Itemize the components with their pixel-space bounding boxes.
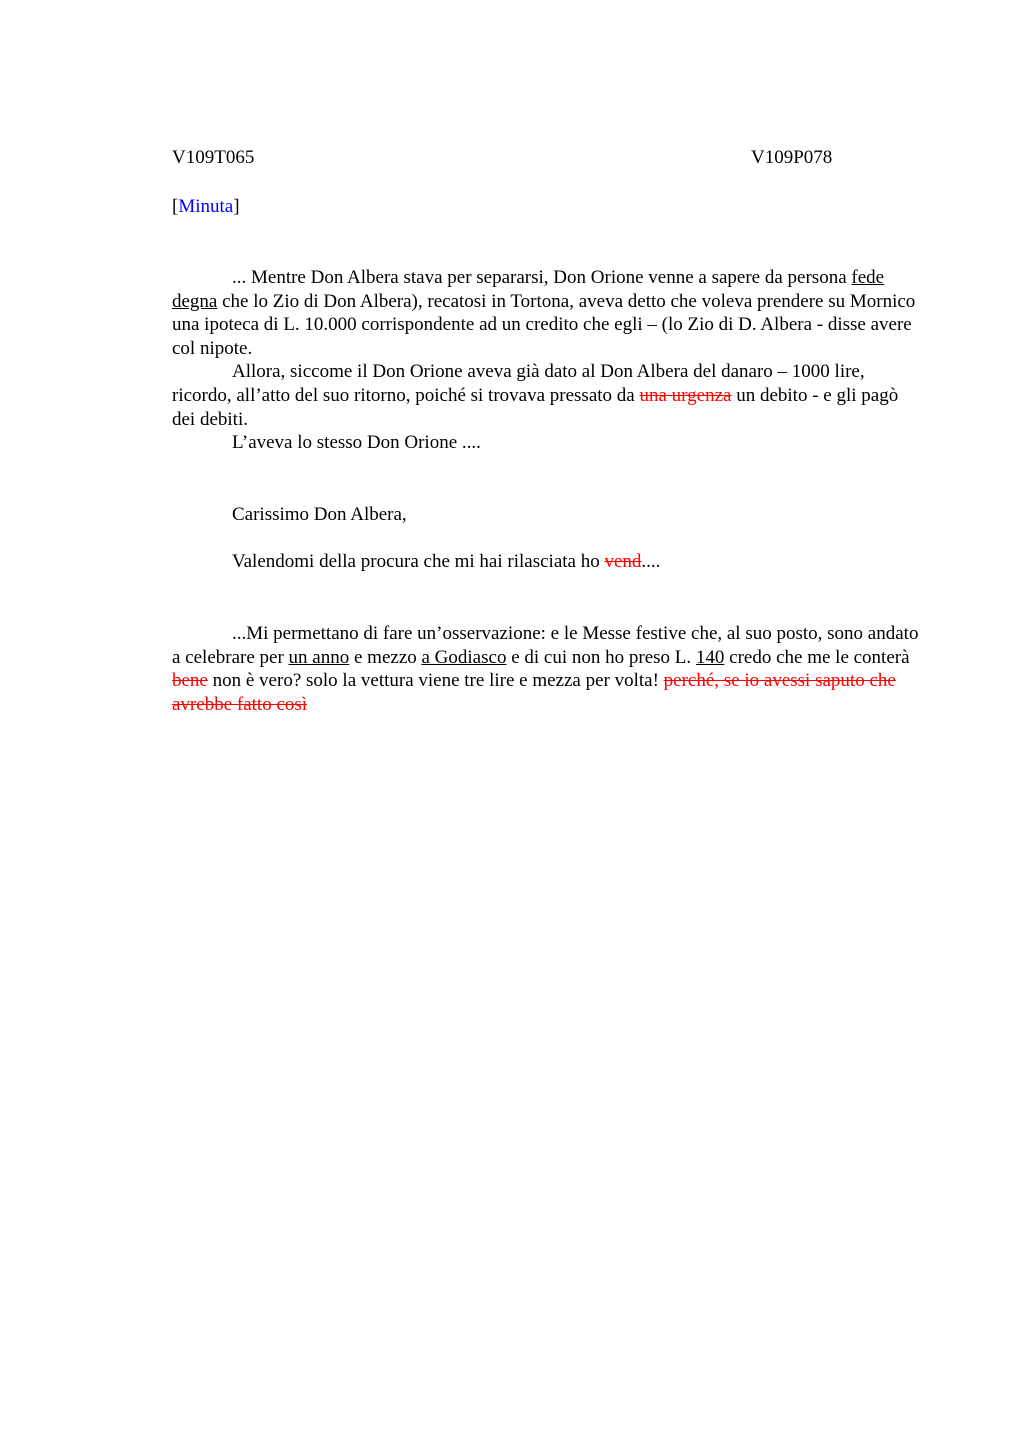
underlined-text: fede degna (172, 267, 885, 312)
bracket-close: ] (233, 196, 240, 217)
text-run: L’aveva lo stesso Don Orione .... (232, 432, 481, 454)
text-run: non è vero? solo la vettura viene tre lire e mezza per volta! (207, 670, 664, 692)
paragraph-3 (172, 431, 924, 455)
text-run: ... Mentre Don Albera stava per separarsi, Don Orione venne a sapere da persona (232, 267, 852, 288)
underlined-text: a Godiasco (421, 646, 507, 668)
section-3 (172, 622, 924, 716)
bracket-open: [ (172, 196, 179, 217)
paragraph-1 (172, 266, 924, 360)
text-run: Valendomi della procura che mi hai rilasciata ho (232, 551, 605, 572)
paragraph-2 (172, 360, 924, 431)
text-run: credo che me le conterà (724, 646, 910, 668)
document-code-left: V109T065 (172, 147, 255, 168)
text-run: e mezzo (349, 646, 422, 668)
text-run: Allora, siccome il Don Orione aveva già dato al Don Albera del danaro – 1000 lire, ricordo, all’atto del suo ritorno, poiché si trovava pressato da (172, 361, 865, 406)
deleted-text: perché, se io avessi saputo che avrebbe fatto così (172, 670, 896, 715)
text-run: e di cui non ho preso L. (506, 646, 696, 668)
document-type-line (172, 195, 924, 219)
document-code-right: V109P078 (751, 147, 833, 168)
text-run: ...Mi permettano di fare un’osservazione: e le Messe festive che, al suo posto, sono andato a celebrare per (172, 623, 919, 668)
section-1 (172, 266, 924, 455)
text-run: Carissimo Don Albera, (232, 504, 407, 525)
document-type-label: Minuta (178, 196, 234, 217)
deleted-text: una urgenza (639, 384, 732, 406)
text-run: che lo Zio di Don Albera), recatosi in Tortona, aveva detto che voleva prendere su Mornico una ipoteca di L. 10.000 corrispondente ad un credito che egli – (lo Zio di D. Albera - disse avere col nipote. (172, 290, 916, 359)
deleted-text: vend (604, 551, 642, 572)
text-run: un debito - e gli pagò dei debiti. (172, 384, 899, 430)
underlined-text: 140 (695, 646, 725, 668)
underlined-text: un anno (288, 646, 350, 668)
text-run: .... (641, 551, 661, 572)
letter-greeting (172, 503, 924, 527)
letter-paragraph (172, 550, 924, 574)
deleted-text: bene (172, 670, 208, 692)
